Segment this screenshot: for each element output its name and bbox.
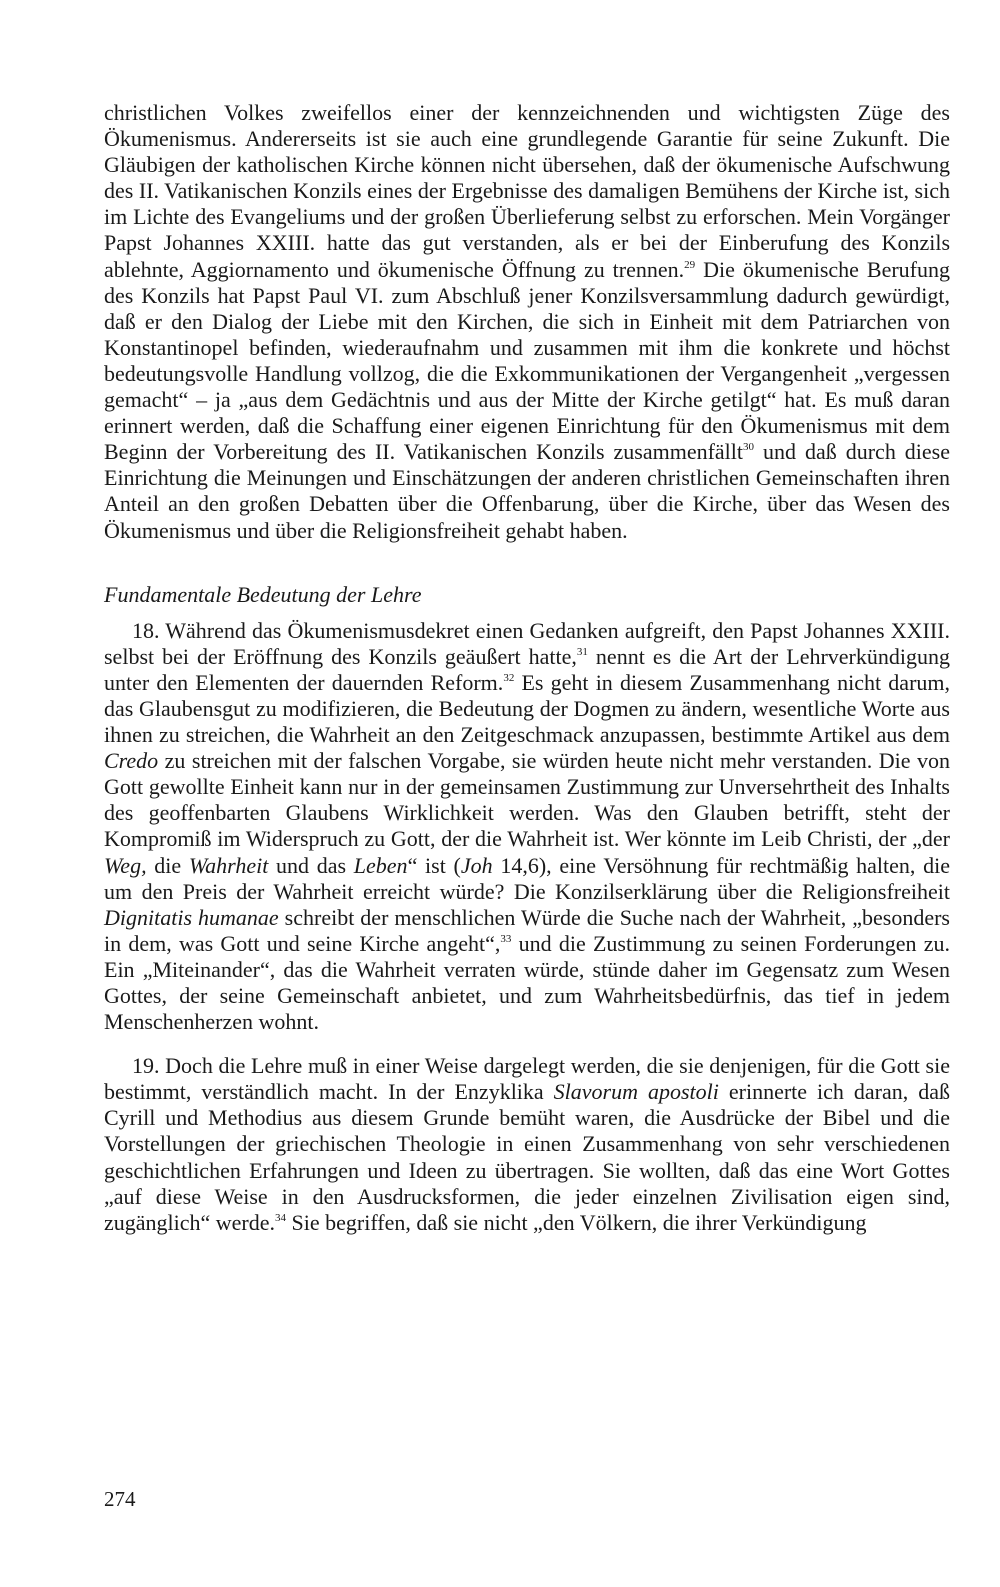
paragraph-text: und daß durch diese Einrichtung die Meinungen und Einschätzungen der anderen christlichen Gemeinschaften ihren Anteil an den großen Debatten über die Offenbarung, über die Kirche, über das Wesen des Ökumenismus und über die Religionsfreiheit gehabt haben. [104,439,951,543]
paragraph-text: christlichen Volkes zweifellos einer der kennzeichnenden und wichtigsten Züge des Ökumenismus. Andererseits ist sie auch eine grundlegende Garantie für seine Zukunft. Die Gläubigen der katholischen Kirche können nicht übersehen, daß der ökumenische Aufschwung des II. Vatikanischen Konzils eines der Ergebnisse des damaligen Bemühens der Kirche ist, sich im Lichte des Evangeliums und der großen Überlieferung selbst zu erforschen. Mein Vorgänger Papst Johannes XXIII. hatte das gut verstanden, als er bei der Einberufung des Konzils ablehnte, Aggiornamento und ökumenische Öffnung zu trennen. [104,100,950,282]
italic-term: Joh [460,852,493,878]
italic-term: Leben [353,852,408,878]
paragraph-text: 18. Während das Ökumenismusdekret einen Gedanken aufgreift, den Papst Johannes XXIII. selbst bei der Eröffnung des Konzils geäußert hatte, [104,617,950,669]
paragraph-text: 14,6), eine Versöhnung für rechtmäßig halten, die um den Preis der Wahrheit erreicht würde? Die Konzilserklärung über die Religionsfreiheit [104,852,950,904]
italic-term: Dignitatis humanae [104,904,279,930]
footnote-marker: 30 [743,441,755,454]
italic-term: Slavorum apostoli [553,1079,719,1105]
page-number: 274 [104,1487,136,1511]
italic-term: Wahrheit [188,852,269,878]
footnote-marker: 33 [500,932,512,945]
paragraph-19 [104,1053,950,1236]
paragraph-text: Die ökumenische Berufung des Konzils hat Papst Paul VI. zum Abschluß jener Konzilsversammlung dadurch gewürdigt, daß er den Dialog der Liebe mit den Kirchen, die sich in Einheit mit dem Patriarchen von Konstantinopel befinden, wiederaufnahm und zusammen mit ihm die konkrete und höchst bedeutungsvolle Handlung vollzog, die die Exkommunikationen der Vergangenheit „vergessen gemacht“ – ja „aus dem Gedächtnis und aus der Mitte der Kirche getilgt“ hat. Es muß daran erinnert werden, daß die Schaffung einer eigenen Einrichtung für den Ökumenismus mit dem Beginn der Vorbereitung des II. Vatikanischen Konzils zusammenfällt [104,256,950,465]
paragraph-text: die [146,852,189,878]
page-body [104,100,950,1236]
paragraph-text: 19. Doch die Lehre muß in einer Weise dargelegt werden, die sie denjenigen, für die Gott sie bestimmt, verständlich macht. In der Enzyklika [104,1053,950,1105]
italic-term: Credo [104,748,159,774]
paragraph-text: Es geht in diesem Zusammenhang nicht darum, das Glaubensgut zu modifizieren, die Bedeutung der Dogmen zu ändern, wesentliche Worte aus ihnen zu streichen, die Wahrheit an den Zeitgeschmack anzupassen, bestimmte Artikel aus dem [104,669,951,748]
paragraph-text: schreibt der menschlichen Würde die Suche nach der Wahrheit, „besonders in dem, was Gott und seine Kirche angeht“, [104,904,950,956]
paragraph-text: und die Zustimmung zu seinen Forderungen zu. Ein „Miteinander“, das die Wahrheit verraten würde, stünde daher im Gegensatz zum Wesen Gottes, der seine Gemeinschaft anbietet, und zum Wahrheitsbedürfnis, das tief in jedem Menschenherzen wohnt. [104,930,950,1035]
paragraph-continuation [104,100,950,544]
footnote-marker: 32 [503,671,515,684]
paragraph-text: zu streichen mit der falschen Vorgabe, sie würden heute nicht mehr verstanden. Die von Gott gewollte Einheit kann nur in der gemeinsamen Zustimmung zur Unversehrtheit des Inhalts des geoffenbarten Glaubens Wirklichkeit werden. Was den Glauben betrifft, steht der Kompromiß im Widerspruch zu Gott, der die Wahrheit ist. Wer könnte im Leib Christi, der „der [104,748,950,852]
paragraph-text: nennt es die Art der Lehrverkündigung unter den Elementen der dauernden Reform. [104,643,950,695]
footnote-marker: 31 [576,645,588,658]
paragraph-text: Sie begriffen, daß sie nicht „den Völkern, die ihrer Verkündigung [286,1209,867,1235]
paragraph-text: “ ist ( [407,852,461,878]
section-heading: Fundamentale Bedeutung der Lehre [104,581,422,607]
paragraph-text: und das [268,852,354,878]
footnote-marker: 34 [275,1211,287,1224]
footnote-marker: 29 [684,258,696,271]
paragraph-text: erinnerte ich daran, daß Cyrill und Methodius aus diesem Grunde bemüht waren, die Ausdrücke der Bibel und die Vorstellungen der griechischen Theologie in einen Zusammenhang von sehr verschiedenen geschichtlichen Erfahrungen und Ideen zu übertragen. Sie wollten, daß das eine Wort Gottes „auf diese Weise in den Ausdrucksformen, die jeder einzelnen Zivilisation eigen sind, zugänglich“ werde. [104,1079,950,1235]
italic-term: Weg, [104,852,147,878]
paragraph-18 [104,618,950,1036]
